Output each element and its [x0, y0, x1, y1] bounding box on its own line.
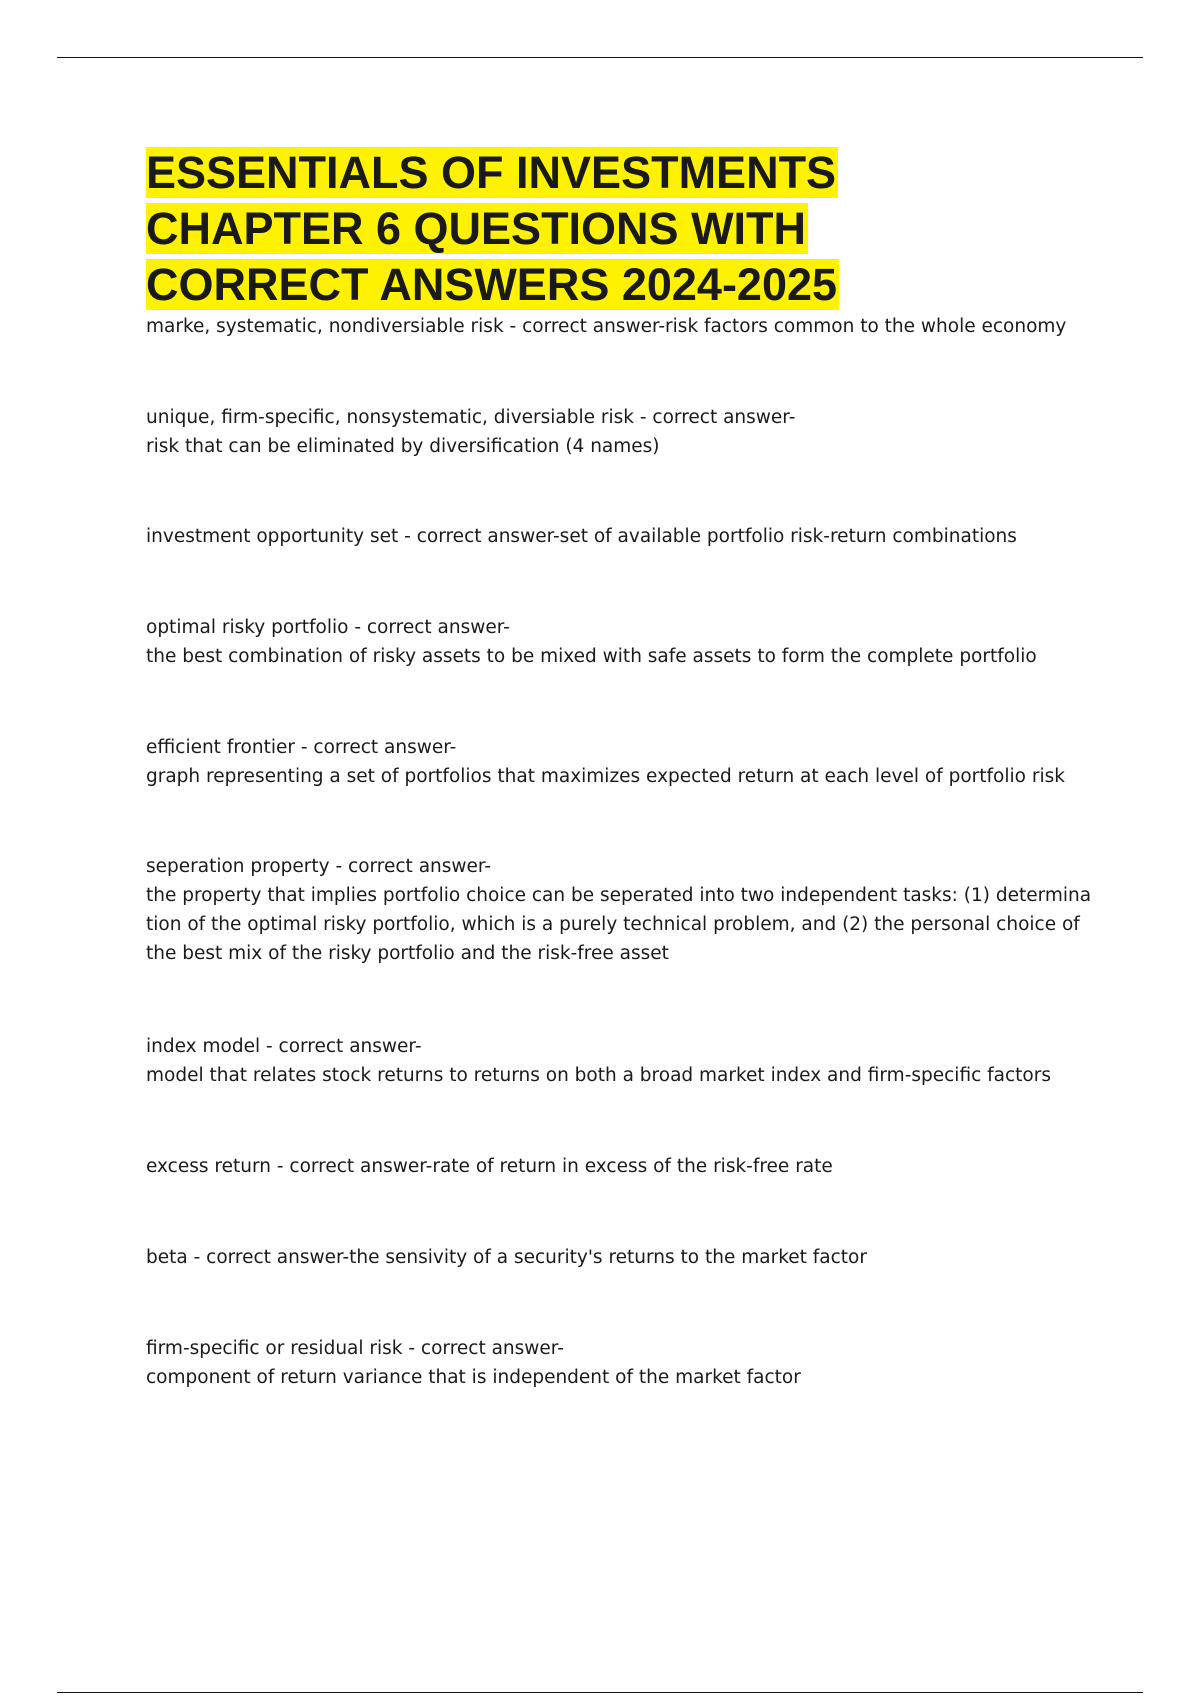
top-rule	[57, 57, 1143, 58]
title-line-2: CHAPTER 6 QUESTIONS WITH	[146, 203, 807, 254]
bottom-rule	[57, 1692, 1143, 1693]
entry-line: firm-specific or residual risk - correct answer-	[146, 1338, 564, 1359]
entry-line: component of return variance that is independent of the market factor	[146, 1367, 801, 1388]
entry-line: marke, systematic, nondiversiable risk - correct answer-risk factors common to the whole economy	[146, 316, 1067, 337]
entry-line: index model - correct answer-	[146, 1036, 422, 1057]
title-line-1: ESSENTIALS OF INVESTMENTS	[146, 147, 837, 198]
entry-line: model that relates stock returns to returns on both a broad market index and firm-specific factors	[146, 1065, 1051, 1086]
qa-entry-unique-risk	[146, 403, 1106, 461]
qa-entry-optimal-risky-portfolio	[146, 613, 1106, 671]
qa-entry-efficient-frontier	[146, 733, 1106, 791]
entry-line: beta - correct answer-the sensivity of a security's returns to the market factor	[146, 1247, 867, 1268]
qa-entry-market-risk	[146, 312, 1106, 341]
entry-line: the property that implies portfolio choice can be seperated into two independent tasks: (1) determina	[146, 885, 1092, 906]
entry-line: graph representing a set of portfolios that maximizes expected return at each level of portfolio risk	[146, 766, 1065, 787]
entry-line: seperation property - correct answer-	[146, 856, 492, 877]
entry-line: excess return - correct answer-rate of return in excess of the risk-free rate	[146, 1156, 833, 1177]
entry-line: investment opportunity set - correct answer-set of available portfolio risk-return combinations	[146, 526, 1017, 547]
qa-entry-seperation-property	[146, 852, 1106, 968]
entry-line: risk that can be eliminated by diversification (4 names)	[146, 436, 660, 457]
entry-line: tion of the optimal risky portfolio, which is a purely technical problem, and (2) the personal choice of	[146, 914, 1080, 935]
entry-line: efficient frontier - correct answer-	[146, 737, 457, 758]
qa-entry-excess-return	[146, 1152, 1106, 1181]
qa-entry-beta	[146, 1243, 1106, 1272]
title-line-3: CORRECT ANSWERS 2024-2025	[146, 259, 838, 310]
qa-entry-residual-risk	[146, 1334, 1106, 1392]
document-title	[146, 145, 1046, 313]
entry-line: optimal risky portfolio - correct answer-	[146, 617, 510, 638]
entry-line: the best mix of the risky portfolio and the risk-free asset	[146, 943, 669, 964]
entry-line: unique, firm-specific, nonsystematic, diversiable risk - correct answer-	[146, 407, 796, 428]
qa-entry-index-model	[146, 1032, 1106, 1090]
entry-line: the best combination of risky assets to be mixed with safe assets to form the complete portfolio	[146, 646, 1037, 667]
qa-entry-opportunity-set	[146, 522, 1106, 551]
